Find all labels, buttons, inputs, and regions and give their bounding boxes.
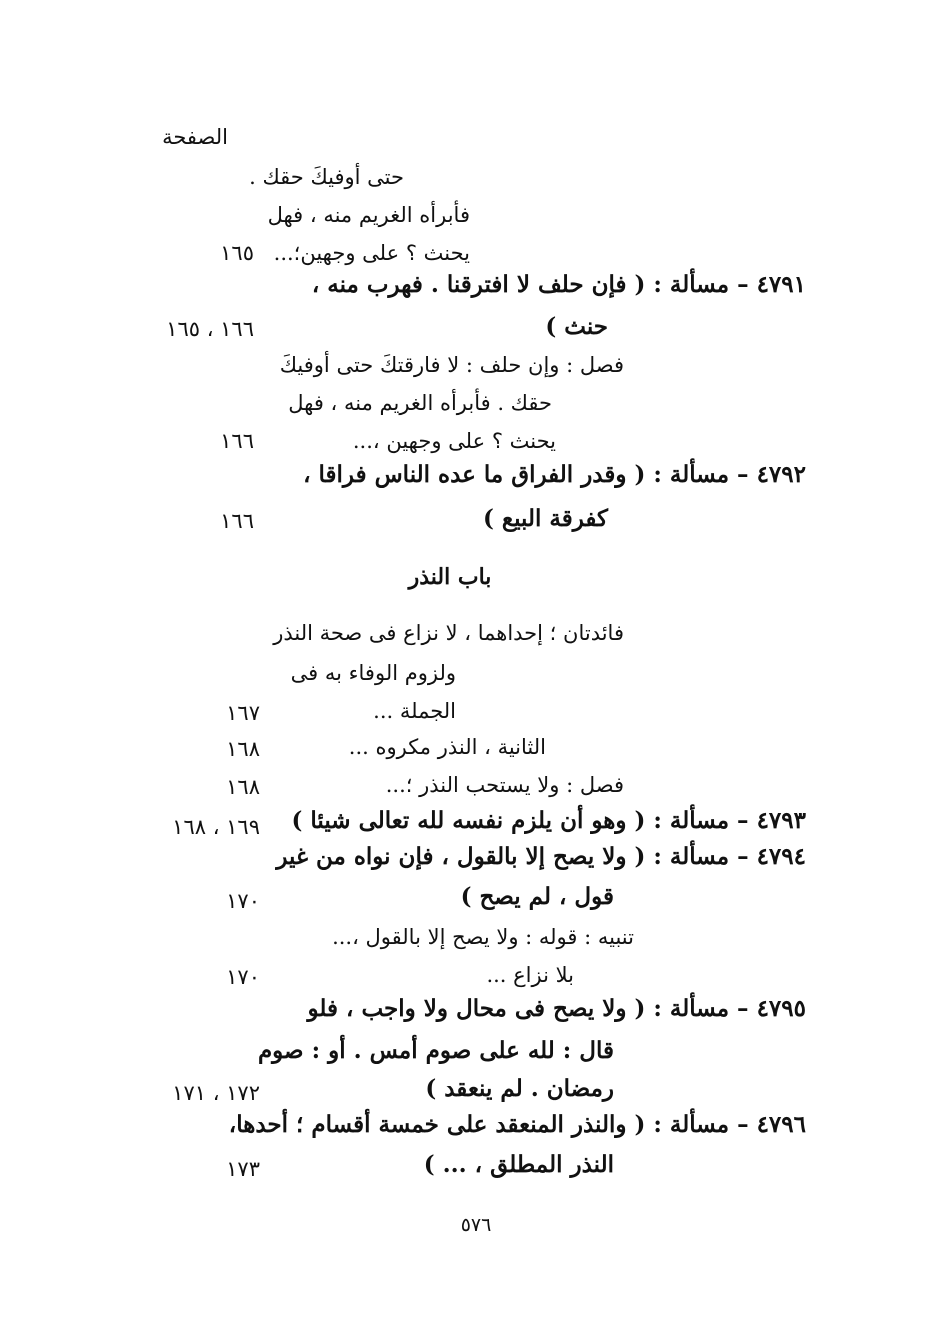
index-line: فصل : وإن حلف : لا فارقتكَ حتى أوفيكَ xyxy=(279,353,624,377)
index-line: حقك . فأبرأه الغريم منه ، فهل xyxy=(288,391,552,415)
page-number: ٥٧٦ xyxy=(460,1214,492,1236)
page-reference: ١٦٥ xyxy=(220,241,254,265)
page-reference: ١٦٧ xyxy=(226,701,260,725)
index-line: يحنث ؟ على وجهين ،... xyxy=(352,429,556,453)
issue-entry: ٤٧٩٥ – مسألة : ( ولا يصح فى محال ولا واجب ، فلو xyxy=(307,995,806,1022)
index-line: يحنث ؟ على وجهين؛... xyxy=(273,241,470,265)
index-line: حتى أوفيكَ حقك . xyxy=(249,165,404,189)
issue-entry-cont: قال : لله على صوم أمس . أو : صوم xyxy=(257,1037,614,1064)
index-line: فأبرأه الغريم منه ، فهل xyxy=(267,203,470,227)
page-column-label: الصفحة xyxy=(162,125,228,149)
issue-entry-cont: النذر المطلق ، ... ) xyxy=(423,1151,614,1178)
index-line: تنبيه : قوله : ولا يصح إلا بالقول ،... xyxy=(332,925,634,949)
issue-entry: ٤٧٩٤ – مسألة : ( ولا يصح إلا بالقول ، فإن نواه من غير xyxy=(276,843,806,870)
index-line: بلا نزاع ... xyxy=(486,963,574,987)
page-reference: ١٦٦ ، ١٦٥ xyxy=(166,317,254,341)
page-reference: ١٦٨ xyxy=(226,737,260,761)
issue-entry: ٤٧٩٣ – مسألة : ( وهو أن يلزم نفسه لله تعالى شيئا ) xyxy=(291,807,806,834)
issue-entry: ٤٧٩٦ – مسألة : ( والنذر المنعقد على خمسة أقسام ؛ أحدها، xyxy=(228,1111,806,1138)
section-heading: باب النذر xyxy=(408,564,492,590)
page-reference: ١٦٩ ، ١٦٨ xyxy=(172,815,260,839)
index-line: ولزوم الوفاء به فى xyxy=(290,661,456,685)
index-line: الجملة ... xyxy=(373,699,456,723)
page-reference: ١٧٠ xyxy=(226,889,260,913)
page-reference: ١٧٠ xyxy=(226,965,260,989)
issue-entry-cont: حنث ) xyxy=(545,313,608,340)
issue-entry: ٤٧٩١ – مسألة : ( فإن حلف لا افترقنا . فهرب منه ، xyxy=(311,271,806,298)
index-line: فصل : ولا يستحب النذر ؛... xyxy=(385,773,624,797)
issue-entry: ٤٧٩٢ – مسألة : ( وقدر الفراق ما عده الناس فراقا ، xyxy=(303,461,806,488)
index-line: فائدتان ؛ إحداهما ، لا نزاع فى صحة النذر xyxy=(273,621,624,645)
page-reference: ١٧٢ ، ١٧١ xyxy=(172,1081,260,1105)
page-reference: ١٦٦ xyxy=(220,429,254,453)
issue-entry-cont: رمضان . لم ينعقد ) xyxy=(425,1075,614,1102)
page-reference: ١٦٨ xyxy=(226,775,260,799)
page-reference: ١٧٣ xyxy=(226,1157,260,1181)
page-reference: ١٦٦ xyxy=(220,509,254,533)
issue-entry-cont: كفرقة البيع ) xyxy=(482,505,608,532)
index-line: الثانية ، النذر مكروه ... xyxy=(348,735,546,759)
issue-entry-cont: قول ، لم يصح ) xyxy=(460,883,614,910)
